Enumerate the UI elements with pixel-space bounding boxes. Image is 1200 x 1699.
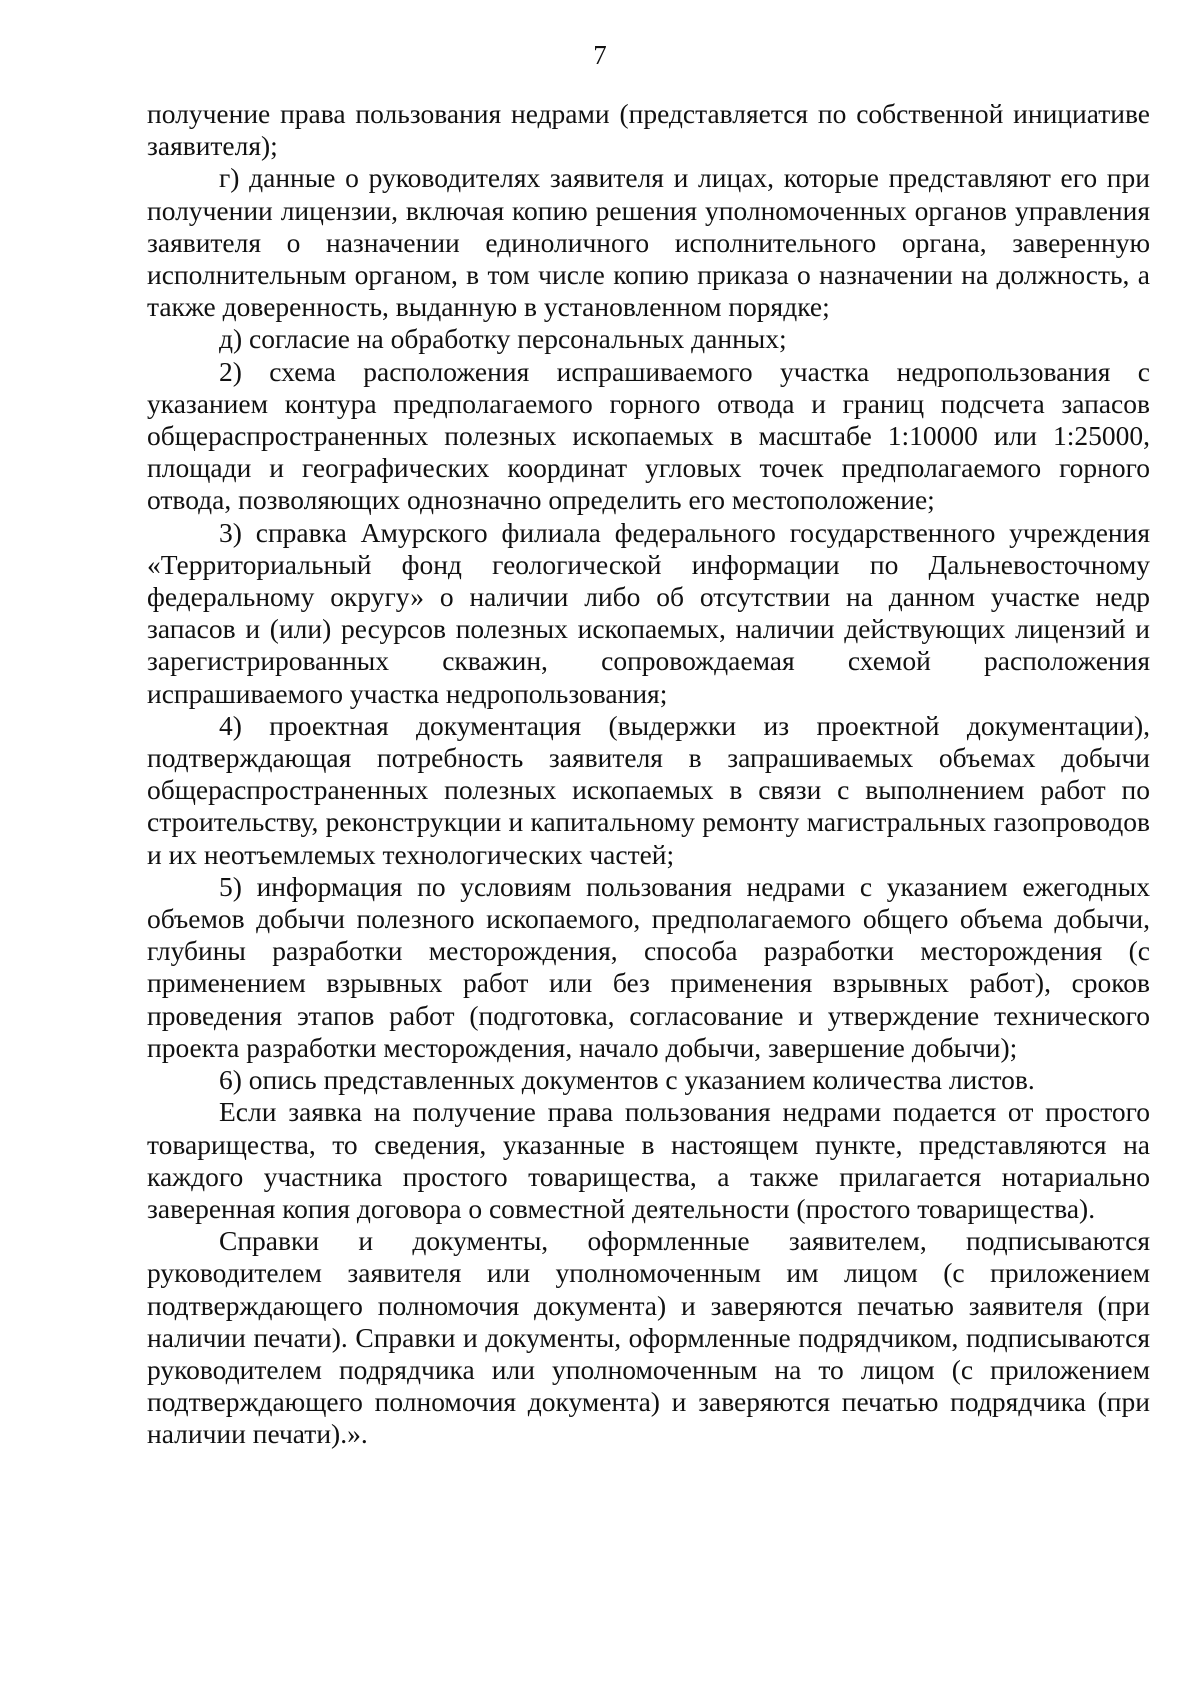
paragraph-item-d: д) согласие на обработку персональных данных;	[219, 323, 787, 355]
page-number: 7	[593, 40, 607, 70]
paragraph-item-6: 6) опись представленных документов с указанием количества листов.	[219, 1064, 1035, 1096]
paragraph-item-g: г) данные о руководителях заявителя и лицах, которые представляют его при получении лицензии, включая копию решения уполномоченных органов управления заявителя о назначении единоличного исполнительного органа, заверенную исполнительным органом, в том числе копию приказа о назначении на должность, а также доверенность, выданную в установленном порядке;	[147, 162, 1150, 323]
paragraph-continuation: получение права пользования недрами (представляется по собственной инициативе заявителя);	[147, 98, 1150, 162]
paragraph-partnership: Если заявка на получение права пользования недрами подается от простого товарищества, то сведения, указанные в настоящем пункте, представляются на каждого участника простого товарищества, а также прилагается нотариально заверенная копия договора о совместной деятельности (простого товарищества).	[147, 1096, 1150, 1224]
paragraph-item-3: 3) справка Амурского филиала федерального государственного учреждения «Территориальный фонд геологической информации по Дальневосточному федеральному округу» о наличии либо об отсутствии на данном участке недр запасов и (или) ресурсов полезных ископаемых, наличии действующих лицензий и зарегистрированных скважин, сопровождаемая схемой расположения испрашиваемого участка недропользования;	[147, 516, 1150, 709]
paragraph-item-4: 4) проектная документация (выдержки из проектной документации), подтверждающая потребность заявителя в запрашиваемых объемах добычи общераспространенных полезных ископаемых в связи с выполнением работ по строительству, реконструкции и капитальному ремонту магистральных газопроводов и их неотъемлемых технологических частей;	[147, 709, 1150, 870]
paragraph-item-5: 5) информация по условиям пользования недрами с указанием ежегодных объемов добычи полезного ископаемого, предполагаемого общего объема добычи, глубины разработки месторождения, способа разработки месторождения (с применением взрывных работ или без применения взрывных работ), сроков проведения этапов работ (подготовка, согласование и утверждение технического проекта разработки месторождения, начало добычи, завершение добычи);	[147, 870, 1150, 1063]
paragraph-signatures: Справки и документы, оформленные заявителем, подписываются руководителем заявителя или уполномоченным им лицом (с приложением подтверждающего полномочия документа) и заверяются печатью заявителя (при наличии печати). Справки и документы, оформленные подрядчиком, подписываются руководителем подрядчика или уполномоченным на то лицом (с приложением подтверждающего полномочия документа) и заверяются печатью подрядчика (при наличии печати).».	[147, 1225, 1150, 1450]
document-body	[147, 98, 1150, 1451]
paragraph-item-2: 2) схема расположения испрашиваемого участка недропользования с указанием контура предполагаемого горного отвода и границ подсчета запасов общераспространенных полезных ископаемых в масштабе 1:10000 или 1:25000, площади и географических координат угловых точек предполагаемого горного отвода, позволяющих однозначно определить его местоположение;	[147, 355, 1150, 516]
